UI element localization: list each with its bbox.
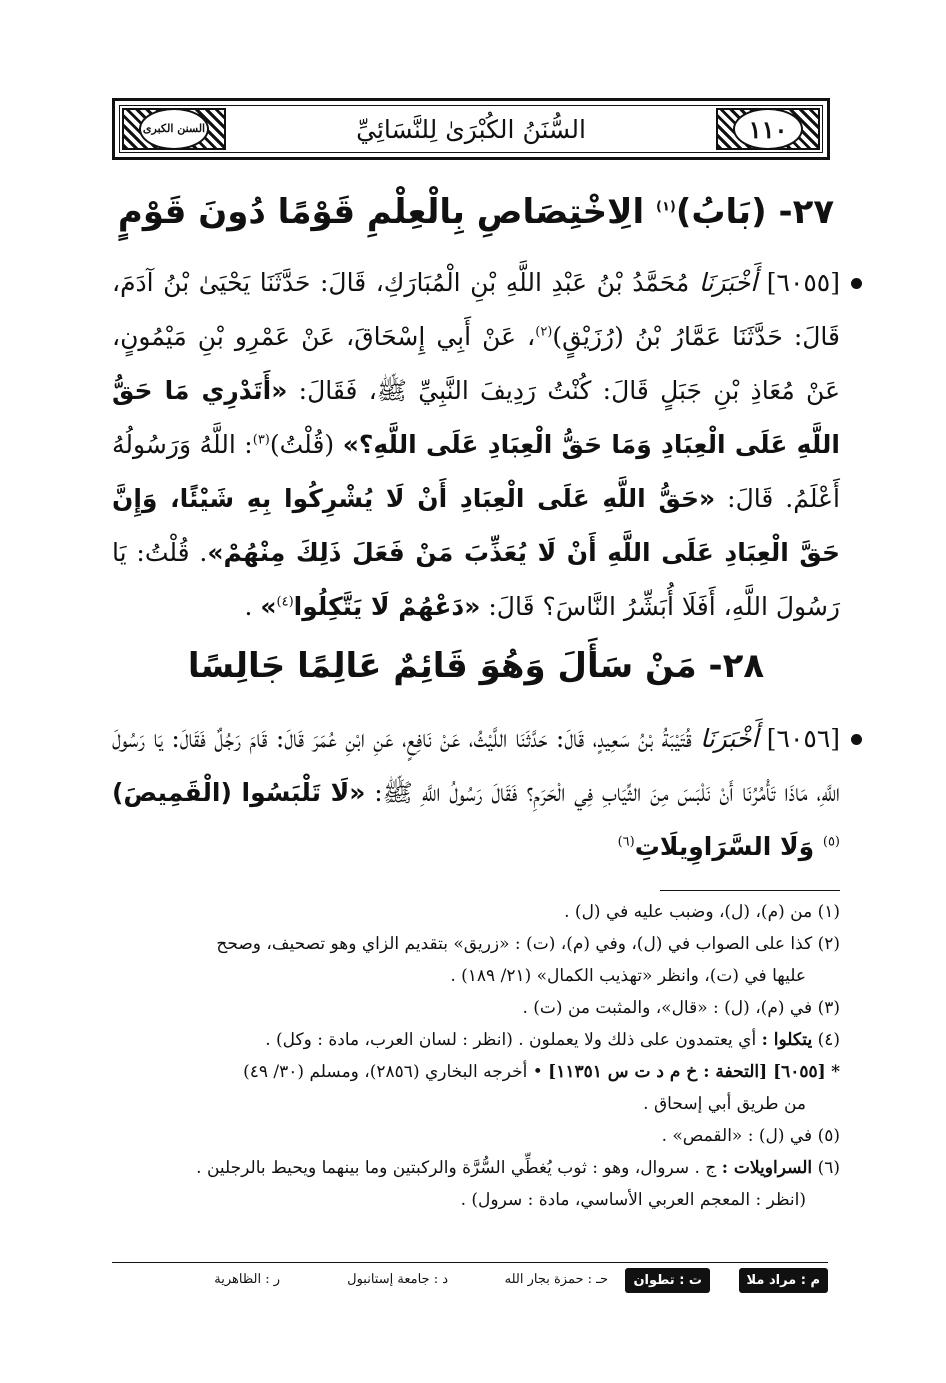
footnotes <box>112 896 840 1216</box>
manuscript-key <box>112 1266 828 1306</box>
footnote-6 <box>112 1152 840 1216</box>
bullet-icon <box>851 278 862 289</box>
footnote-ref-3[interactable]: (٣) <box>252 432 270 448</box>
manuscript-tag-r: ر : الظاهرية <box>214 1272 280 1287</box>
page-number: ١١٠ <box>733 108 803 150</box>
prophetic-quote-1: «لَا تَلْبَسُوا (الْقَمِيصَ) <box>112 778 366 807</box>
prophetic-quote-2: وَلَا السَّرَاوِيلَاتِ <box>634 832 823 861</box>
narration-text-2: : اللَّهُ وَرَسُولُهُ أَعْلَمُ. قَالَ: <box>112 430 840 513</box>
footnote-6-text: ج . سروال، وهو : ثوب يُغطِّي السُّرَّة والركبتين وما بينهما ويحيط بالرجلين . <box>196 1158 722 1178</box>
manuscript-tag-h: حـ : حمزة بجار الله <box>504 1272 608 1287</box>
hadith-6055 <box>112 256 840 634</box>
footnote-2 <box>112 928 840 992</box>
prophetic-quote-2: «حَقُّ اللَّهِ عَلَى الْعِبَادِ أَنْ لَا يُشْرِكُوا بِهِ شَيْئًا، وَإِنَّ حَقَّ الْعِبَادِ عَلَى اللَّهِ أَنْ لَا يُعَذِّبَ مَنْ فَعَلَ ذَلِكَ مِنْهُمْ» <box>112 484 840 567</box>
footnote-separator <box>660 890 840 891</box>
footnote-5: (٥) في (ل) : «القمص» . <box>661 1126 840 1146</box>
takhrij-6055 <box>112 1056 840 1120</box>
footnote-3: (٣) في (م)، (ل) : «قال»، والمثبت من (ت) . <box>522 998 840 1018</box>
footnote-2-continuation: عليها في (ت)، وانظر «تهذيب الكمال» (٢١/ ١٨٩) . <box>450 966 806 986</box>
takhrij-label: [٦٠٥٥] [التحفة : خ م د ت س ١١٣٥١] <box>548 1062 826 1082</box>
narration-text-3: . قُلْتُ: يَا رَسُولَ اللَّهِ، أَفَلَا أُبَشِّرُ النَّاسَ؟ قَالَ: <box>112 538 840 621</box>
hadith-number: [٦٠٥٦] <box>766 724 841 753</box>
footnote-ref-2[interactable]: (٢) <box>535 324 553 340</box>
hadith-6056 <box>112 712 840 874</box>
narration-text: (قُلْتُ) <box>269 430 343 459</box>
chapter-27-title-rest: الِاخْتِصَاصِ بِالْعِلْمِ قَوْمًا دُونَ قَوْمٍ <box>117 192 656 232</box>
footnote-4-text: أي يعتمدون على ذلك ولا يعملون . (انظر : لسان العرب، مادة : وكل) . <box>265 1030 762 1050</box>
footnote-6-number: (٦) <box>817 1158 840 1178</box>
chapter-27-title-main: ٢٧- (بَابُ) <box>675 192 835 232</box>
footnote-2-text: (٢) كذا على الصواب في (ل)، وفي (م)، (ت) : «زريق» بتقديم الزاي وهو تصحيف، وصحح <box>216 934 840 954</box>
header-ornament-right <box>716 108 820 150</box>
running-title: السُّنَنُ الكُبْرَىٰ لِلنَّسَائِيِّ <box>356 114 586 144</box>
manuscript-tag-t: ت : تطوان <box>625 1268 710 1293</box>
book-emblem: السنن الكبرى <box>139 108 209 150</box>
hadith-number: [٦٠٥٥] <box>766 268 840 297</box>
footnote-6-term: السراويلات : <box>721 1158 813 1178</box>
footnote-6-continuation: (انظر : المعجم العربي الأساسي، مادة : سرول) . <box>460 1190 806 1210</box>
hadith-6055-text <box>112 256 840 634</box>
isnad-text-2: ، عَنْ أَبِي إِسْحَاقَ، عَنْ عَمْرِو بْنِ مَيْمُونٍ، عَنْ مُعَاذِ بْنِ جَبَلٍ قَالَ: كُنْتُ رَدِيفَ النَّبِيِّ ﷺ، فَقَالَ: <box>112 322 840 405</box>
prophetic-quote-3: «دَعْهُمْ لَا يَتَّكِلُوا <box>293 592 481 621</box>
hadith-opener: أَخْبَرَنَا <box>700 724 759 753</box>
bullet-icon <box>851 734 862 745</box>
star-icon: * <box>831 1062 840 1082</box>
bottom-separator <box>112 1262 828 1263</box>
prophetic-quote-1: «أَتَدْرِي مَا حَقُّ اللَّهِ عَلَى الْعِبَادِ وَمَا حَقُّ الْعِبَادِ عَلَى اللَّهِ؟» <box>112 376 841 459</box>
header-ornament-left <box>122 108 226 150</box>
takhrij-continuation: من طريق أبي إسحاق . <box>643 1094 806 1114</box>
isnad-text: مُحَمَّدُ بْنُ عَبْدِ اللَّهِ بْنِ الْمُبَارَكِ، قَالَ: حَدَّثَنَا يَحْيَىٰ بْنُ آدَمَ، قَالَ: حَدَّثَنَا عَمَّارُ بْنُ (رُزَيْقٍ) <box>112 268 840 351</box>
period: . <box>244 592 261 621</box>
footnote-4 <box>112 1024 840 1056</box>
manuscript-tag-d: د : جامعة إستانبول <box>347 1272 448 1287</box>
hadith-6056-text <box>112 712 840 874</box>
header-inner-frame <box>119 105 823 153</box>
chapter-27-block <box>112 192 840 232</box>
chapter-28-block <box>112 646 840 686</box>
footnote-4-term: يتكلوا : <box>761 1030 813 1050</box>
chapter-27-title <box>112 192 840 232</box>
footnote-ref-5[interactable]: (٥) <box>822 834 840 850</box>
footnote-ref-1[interactable]: (١) <box>655 199 676 215</box>
manuscript-tag-m: م : مراد ملا <box>739 1268 829 1293</box>
takhrij-text: • أخرجه البخاري (٢٨٥٦)، ومسلم (٣٠/ ٤٩) <box>243 1062 549 1082</box>
footnote-ref-4[interactable]: (٤) <box>276 594 294 610</box>
page-header <box>112 98 830 160</box>
footnote-1: (١) من (م)، (ل)، وضبب عليه في (ل) . <box>564 902 840 922</box>
chapter-28-title: ٢٨- مَنْ سَأَلَ وَهُوَ قَائِمٌ عَالِمًا جَالِسًا <box>187 646 765 686</box>
footnote-ref-6[interactable]: (٦) <box>617 834 635 850</box>
footnote-4-number: (٤) <box>817 1030 840 1050</box>
quote-close: » <box>260 592 277 621</box>
isnad-text: قُتَيْبَةُ بْنُ سَعِيدٍ، قَالَ: حَدَّثَنَا اللَّيْثُ، عَنْ نَافِعٍ، عَنِ ابْنِ عُمَرَ قَالَ: قَامَ رَجُلٌ فَقَالَ: يَا رَسُولَ اللَّهِ، مَاذَا تَأْمُرُنَا أَنْ نَلْبَسَ مِنَ الثِّيَابِ فِي الْحَرَمِ؟ فَقَالَ رَسُولُ اللَّهِ ﷺ: <box>112 724 840 807</box>
hadith-opener: أَخْبَرَنَا <box>698 268 758 297</box>
